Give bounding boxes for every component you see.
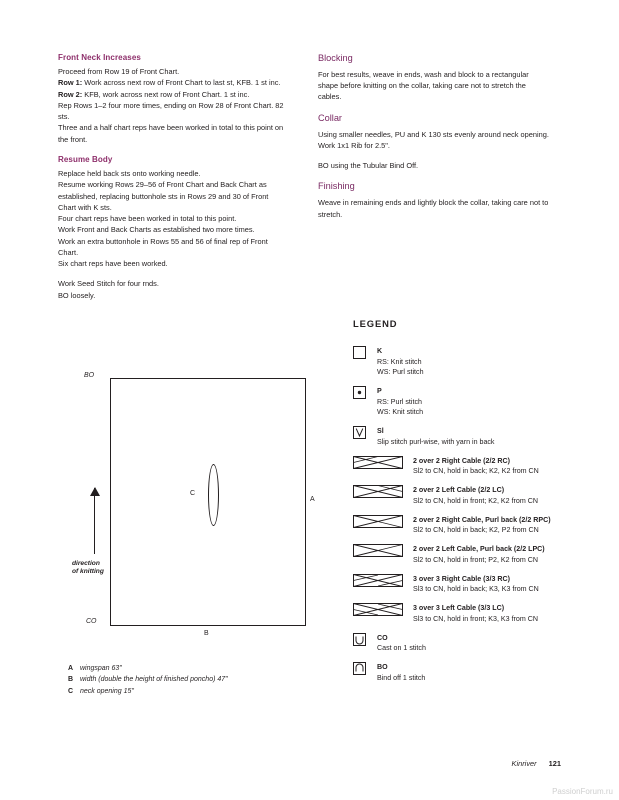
legend-text [377, 386, 423, 418]
measurement-row [68, 674, 228, 685]
measurement-value: width (double the height of finished poncho) 47" [80, 676, 228, 684]
schematic-measurements [68, 663, 228, 697]
legend-item [353, 346, 603, 378]
section-heading: Blocking [318, 53, 353, 63]
legend-line-2: Sl3 to CN, hold in front; K3, K3 from CN [413, 614, 538, 623]
section-heading: Collar [318, 112, 342, 123]
paragraph: For best results, weave in ends, wash and block to a rectangular shape before knitting on the collar, taking care not to stretch the cables. [318, 69, 529, 102]
legend-item [353, 574, 603, 595]
legend-line-2: Sl2 to CN, hold in front; K2, K2 from CN [413, 496, 538, 505]
measurement-value: neck opening 15" [80, 687, 134, 695]
empty-square-icon [353, 346, 367, 360]
paragraph: Four chart reps have been worked in total to this point. [58, 214, 237, 224]
paragraph: Work Seed Stitch for four rnds. [58, 279, 159, 289]
direction-arrow [72, 488, 110, 576]
spacer [58, 269, 286, 278]
paragraph: Weave in remaining ends and lightly block the collar, taking care not to stretch. [318, 198, 549, 219]
legend-item [353, 662, 603, 683]
bind-off-square-icon [353, 662, 367, 676]
legend-item [353, 603, 603, 624]
legend-text [413, 515, 551, 536]
page-number: 121 [548, 759, 561, 768]
schematic-label-c: C [190, 490, 196, 497]
paragraph: Resume working Rows 29–56 of Front Chart and Back Chart as established, replacing buttonhole sts in Rows 29 and 30 of Front Chart with K sts. [58, 180, 269, 212]
legend-text [377, 346, 424, 378]
paragraph: Row 1: Work across next row of Front Chart to last st, KFB. 1 st inc. [58, 78, 281, 88]
legend-line-1: 2 over 2 Left Cable, Purl back (2/2 LPC) [413, 545, 545, 554]
section-heading: Finishing [318, 181, 355, 192]
legend-line-2: Cast on 1 stitch [377, 644, 426, 653]
legend-item [353, 386, 603, 418]
schematic-label-co: CO [86, 618, 97, 625]
legend-line-2: Slip stitch purl-wise, with yarn in back [377, 437, 495, 446]
paragraph: Using smaller needles, PU and K 130 sts evenly around neck opening. [318, 129, 549, 139]
legend-item [353, 515, 603, 536]
legend-item [353, 485, 603, 506]
cable-2-over-2-right-icon [353, 456, 403, 470]
neck-opening-shape [208, 464, 219, 526]
schematic-label-b: B [204, 630, 209, 637]
legend-line-1: 3 over 3 Right Cable (3/3 RC) [413, 574, 510, 583]
paragraph: Work an extra buttonhole in Rows 55 and 56 of final rep of Front Chart. [58, 236, 268, 257]
legend-line-1: BO [377, 662, 388, 671]
legend-line-1: 2 over 2 Right Cable, Purl back (2/2 RPC) [413, 515, 551, 524]
page-footer [512, 759, 561, 768]
section-resume-body [58, 154, 286, 301]
arrow-shaft [94, 488, 95, 554]
legend-line-1: Sl [377, 427, 384, 436]
spacer [318, 151, 550, 160]
paragraph: BO loosely. [58, 290, 96, 300]
section-heading: Resume Body [58, 154, 113, 164]
legend-item [353, 426, 603, 447]
paragraph: Replace held back sts onto working needle. [58, 169, 201, 179]
legend-text [413, 603, 538, 624]
cable-2-over-2-left-icon [353, 485, 403, 499]
legend-text [377, 633, 426, 654]
paragraph: Work 1x1 Rib for 2.5". [318, 140, 390, 150]
section-heading: Front Neck Increases [58, 53, 141, 62]
legend-text [377, 662, 425, 683]
paragraph: Rep Rows 1–2 four more times, ending on Row 28 of Front Chart. 82 sts. [58, 100, 284, 122]
cable-3-over-3-left-icon [353, 603, 403, 617]
legend-item [353, 456, 603, 477]
arrow-head [90, 487, 100, 496]
legend-line-1: K [377, 347, 383, 355]
paragraph: Six chart reps have been worked. [58, 259, 168, 269]
left-text-column [58, 52, 286, 310]
watermark: PassionForum.ru [552, 787, 613, 796]
schematic-label-a: A [310, 496, 315, 503]
measurement-key: C [68, 687, 74, 695]
legend-line-1: 3 over 3 Left Cable (3/3 LC) [413, 604, 505, 613]
legend-item [353, 544, 603, 565]
paragraph: Row 2: KFB, work across next row of Front Chart. 1 st inc. [58, 89, 250, 99]
legend-line-1: P [377, 387, 382, 396]
cast-on-square-icon [353, 633, 367, 647]
legend-line-2: Sl2 to CN, hold in front; P2, K2 from CN [413, 555, 538, 564]
legend-list [353, 346, 603, 691]
paragraph: BO using the Tubular Bind Off. [318, 161, 419, 171]
legend-text [413, 544, 545, 565]
legend-line-2: Sl2 to CN, hold in back; K2, P2 from CN [413, 526, 539, 535]
legend-line-2: Sl3 to CN, hold in back; K3, K3 from CN [413, 585, 539, 594]
measurement-value: wingspan 63" [80, 665, 122, 672]
legend-line-1: 2 over 2 Left Cable (2/2 LC) [413, 486, 505, 495]
schematic-diagram [58, 368, 315, 658]
paragraph: Work Front and Back Charts as established two more times. [58, 225, 255, 235]
direction-of-knitting-label: direction of knitting [72, 560, 104, 576]
cable-2-over-2-right-purl-icon [353, 515, 403, 529]
legend-line-1: CO [377, 633, 388, 642]
legend-title: LEGEND [353, 318, 398, 329]
measurement-row [68, 663, 228, 674]
schematic-label-bo: BO [84, 372, 95, 379]
legend-line-3: WS: Knit stitch [377, 408, 424, 417]
cable-2-over-2-left-purl-icon [353, 544, 403, 558]
section-finishing [318, 180, 550, 219]
paragraph: Proceed from Row 19 of Front Chart. [58, 67, 180, 77]
cable-3-over-3-right-icon [353, 574, 403, 588]
legend-line-2: RS: Purl stitch [377, 397, 422, 406]
legend-text [413, 485, 538, 506]
legend-line-1: 2 over 2 Right Cable (2/2 RC) [413, 456, 510, 465]
legend-line-3: WS: Purl stitch [377, 368, 424, 377]
legend-text [377, 426, 494, 447]
dot-square-icon [353, 386, 367, 400]
section-blocking [318, 52, 550, 103]
legend-line-2: Sl2 to CN, hold in back; K2, K2 from CN [413, 467, 539, 476]
legend-item [353, 633, 603, 654]
legend-line-2: RS: Knit stitch [377, 357, 422, 366]
right-text-column [318, 52, 550, 229]
pattern-name: Kinriver [511, 759, 537, 768]
measurement-row [68, 686, 228, 697]
v-square-icon [353, 426, 367, 440]
section-front-neck-increases [58, 52, 286, 145]
paragraph: Three and a half chart reps have been worked in total to this point on the front. [58, 123, 284, 144]
legend-text [413, 574, 539, 595]
measurement-key: B [68, 676, 74, 684]
section-collar [318, 112, 550, 172]
measurement-key: A [68, 665, 74, 672]
legend-text [413, 456, 539, 477]
legend-line-2: Bind off 1 stitch [377, 673, 426, 682]
